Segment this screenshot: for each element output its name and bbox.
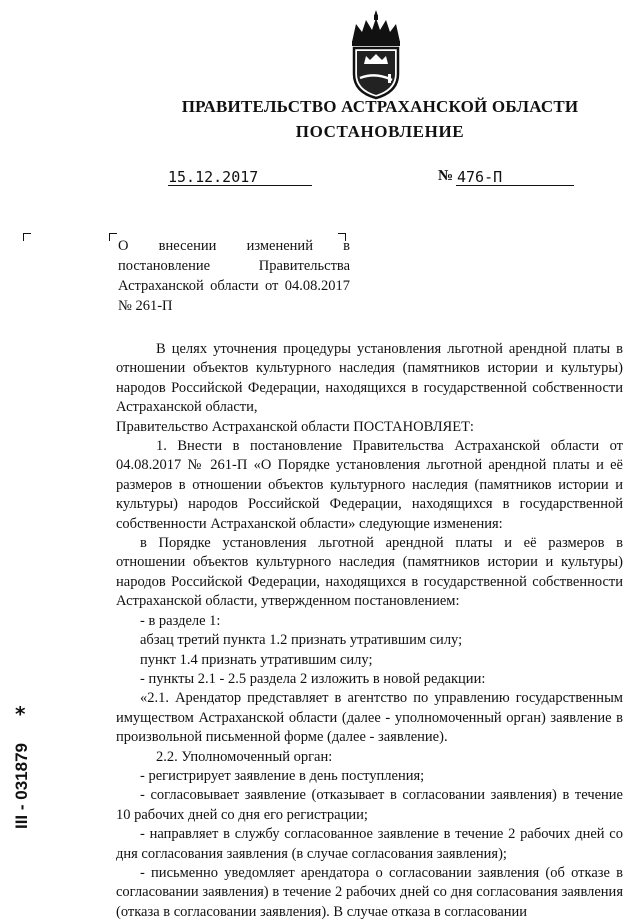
subject-corner-left <box>109 233 117 241</box>
body-paragraph: - направляет в службу согласованное заявление в течение 2 рабочих дней со дня согласования заявления (в случае согласования заявления); <box>116 826 623 862</box>
document-number: 476-П <box>457 168 503 186</box>
document-type: ПОСТАНОВЛЕНИЕ <box>295 122 465 141</box>
corner-mark-left <box>23 233 31 241</box>
number-underline <box>456 185 574 186</box>
date-underline <box>168 185 312 186</box>
body-paragraph: В целях уточнения процедуры установления льготной арендной платы в отношении объектов культурного наследия (памятников истории и культуры) народов Российской Федерации, находящихся в государственной собственности Астраханской области, <box>116 341 623 416</box>
body-paragraph: Правительство Астраханской области ПОСТАНОВЛЯЕТ: <box>116 418 474 435</box>
organization-title: ПРАВИТЕЛЬСТВО АСТРАХАНСКОЙ ОБЛАСТИ <box>181 97 579 116</box>
body-paragraph: - письменно уведомляет арендатора о согласовании заявления (об отказе в согласовании заявления) в течение 2 рабочих дней со дня согласования заявления (отказа в согласовании заявления). В случае отказа в согласовании <box>116 864 623 920</box>
body-paragraph: - регистрирует заявление в день поступления; <box>140 767 425 784</box>
body-paragraph: в Порядке установления льготной арендной платы и её размеров в отношении объектов культурного наследия (памятников истории и культуры) народов Российской Федерации, находящихся в государственной собственности Астраханской области, утвержденном постановлением: <box>116 535 623 610</box>
body-paragraph: «2.1. Арендатор представляет в агентство по управлению государственным имуществом Астраханской области (далее - уполномоченный орган) заявление в произвольной письменной форме (далее - заявление). <box>116 690 623 746</box>
body-paragraph: 2.2. Уполномоченный орган: <box>156 748 333 765</box>
number-label: № <box>438 168 454 184</box>
coat-of-arms-icon <box>344 8 408 100</box>
body-paragraph: - пункты 2.1 - 2.5 раздела 2 изложить в новой редакции: <box>140 670 486 687</box>
body-paragraph: 1. Внести в постановление Правительства Астраханской области от 04.08.2017 № 261-П «О Порядке установления льготной арендной платы и её размеров в отношении объектов культурного наследия (памятников истории и культуры) народов Российской Федерации, находящихся в государственной собственности Астраханской области» следующие изменения: <box>116 438 623 532</box>
document-subject: О внесении изменений в постановление Правительства Астраханской области от 04.08.2017 № 261-П <box>118 238 350 314</box>
margin-star-mark: * <box>15 702 26 726</box>
document-date: 15.12.2017 <box>168 168 259 186</box>
body-paragraph: абзац третий пункта 1.2 признать утратившим силу; <box>140 632 463 649</box>
serial-number: ІІІ - 031879 <box>12 743 31 830</box>
body-paragraph: - в разделе 1: <box>140 612 221 629</box>
body-paragraph: пункт 1.4 признать утратившим силу; <box>140 651 373 668</box>
body-paragraph: - согласовывает заявление (отказывает в согласовании заявления) в течение 10 рабочих дней со дня его регистрации; <box>116 787 623 823</box>
document-body <box>116 340 623 922</box>
